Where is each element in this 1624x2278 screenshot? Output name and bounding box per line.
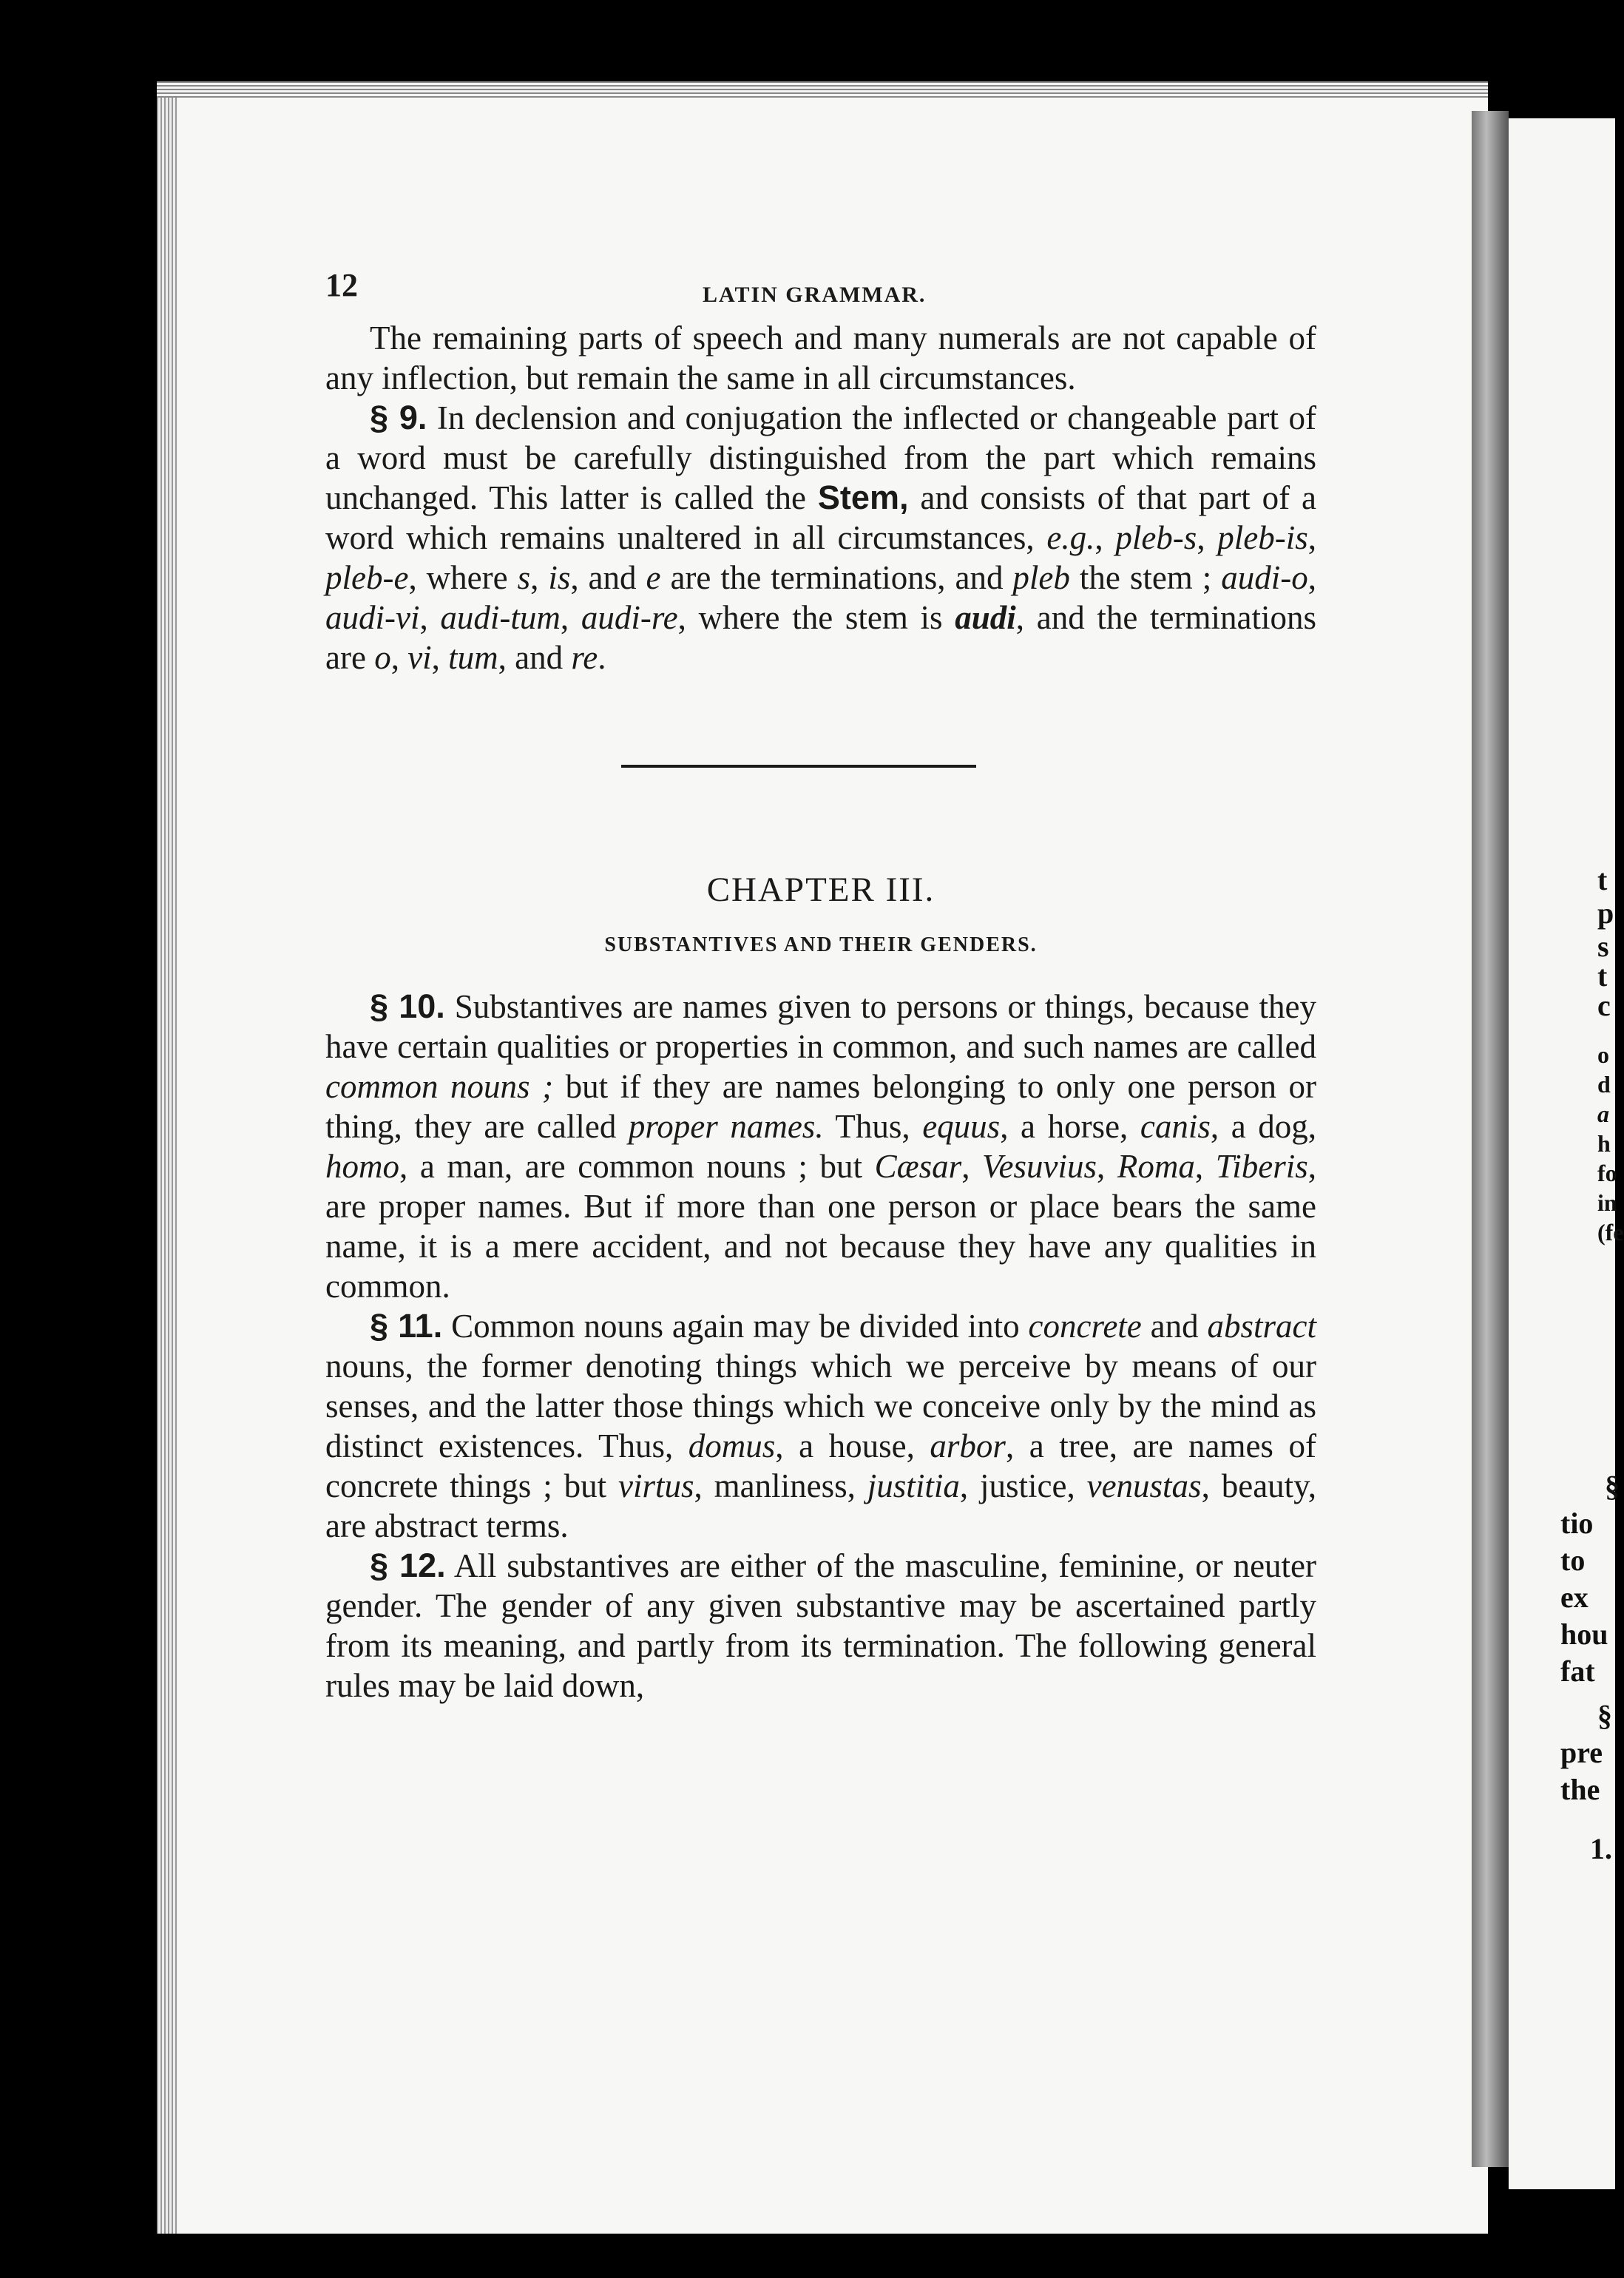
page-content	[325, 266, 1316, 1706]
chapter-title: CHAPTER III.	[706, 871, 936, 909]
right-fragment: the	[1560, 1773, 1600, 1806]
right-fragment: §	[1597, 1699, 1612, 1732]
paragraph-section-11: § 11. Common nouns again may be divided into concrete and abstract nouns, the former denoting things which we perceive by means of our senses, and the latter those things which we conceive only by the mind as distinct existences. Thus, domus, a house, arbor, a tree, are names of concrete things ; but virtus, manliness, justitia, justice, venustas, beauty, are abstract terms.	[325, 1307, 1317, 1544]
book-spine	[1472, 111, 1509, 2167]
right-page-edge	[1509, 118, 1624, 2189]
paragraph-section-10: § 10. Substantives are names given to persons or things, because they have certain qualities or properties in common, and such names are called common nouns ; but if they are names belonging to only one person or thing, they are called proper names. Thus, equus, a horse, canis, a dog, homo, a man, are common nouns ; but Cæsar, Vesuvius, Roma, Tiberis, are proper names. But if more than one person or place bears the same name, it is a mere accident, and not because they have any qualities in common.	[325, 987, 1317, 1305]
right-fragment: ex	[1560, 1581, 1589, 1614]
running-title: LATIN GRAMMAR.	[703, 283, 927, 307]
right-fragment: (fe	[1597, 1219, 1624, 1246]
right-fragment: to	[1560, 1544, 1586, 1577]
right-fragment: h	[1597, 1130, 1611, 1157]
right-fragment: t	[1597, 863, 1608, 896]
page-header	[325, 266, 1316, 318]
paragraph-section-9: § 9. In declension and conjugation the inflected or changeable part of a word must be carefully distinguished from the part which remains unchanged. This latter is called the Stem, and consists of that part of a word which remains unaltered in all circumstances, e.g., pleb-s, pleb-is, pleb-e, where s, is, and e are the terminations, and pleb the stem ; audi-o, audi-vi, audi-tum, audi-re, where the stem is audi, and the terminations are o, vi, tum, and re.	[325, 399, 1317, 676]
right-fragment: §	[1605, 1470, 1620, 1503]
paragraph-section-12: § 12. All substantives are either of the masculine, feminine, or neuter gender. The gender of any given substantive may be ascertained partly from its meaning, and partly from its termination. The following general rules may be laid down,	[325, 1547, 1317, 1704]
right-fragment: fo	[1597, 1160, 1617, 1186]
right-fragment: tio	[1560, 1507, 1594, 1540]
right-fragment: o	[1597, 1041, 1609, 1068]
right-fragment: d	[1597, 1071, 1611, 1098]
right-fragment: a	[1597, 1101, 1609, 1127]
chapter-subtitle: SUBSTANTIVES AND THEIR GENDERS.	[604, 933, 1038, 956]
right-fragment: fat	[1560, 1655, 1595, 1688]
right-fragment: pre	[1560, 1736, 1603, 1769]
right-fragment: s	[1597, 930, 1609, 963]
right-fragment: t	[1597, 959, 1608, 993]
right-fragment: 1.	[1590, 1832, 1612, 1865]
right-fragment: hou	[1560, 1618, 1608, 1651]
page-number: 12	[325, 267, 358, 303]
paragraph-intro: The remaining parts of speech and many numerals are not capable of any inflection, but remain the same in all circumstances.	[325, 320, 1316, 396]
right-fragment: in	[1597, 1189, 1617, 1216]
section-divider	[621, 765, 976, 768]
right-fragment: p	[1597, 896, 1614, 930]
right-fragment: c	[1597, 989, 1611, 1022]
